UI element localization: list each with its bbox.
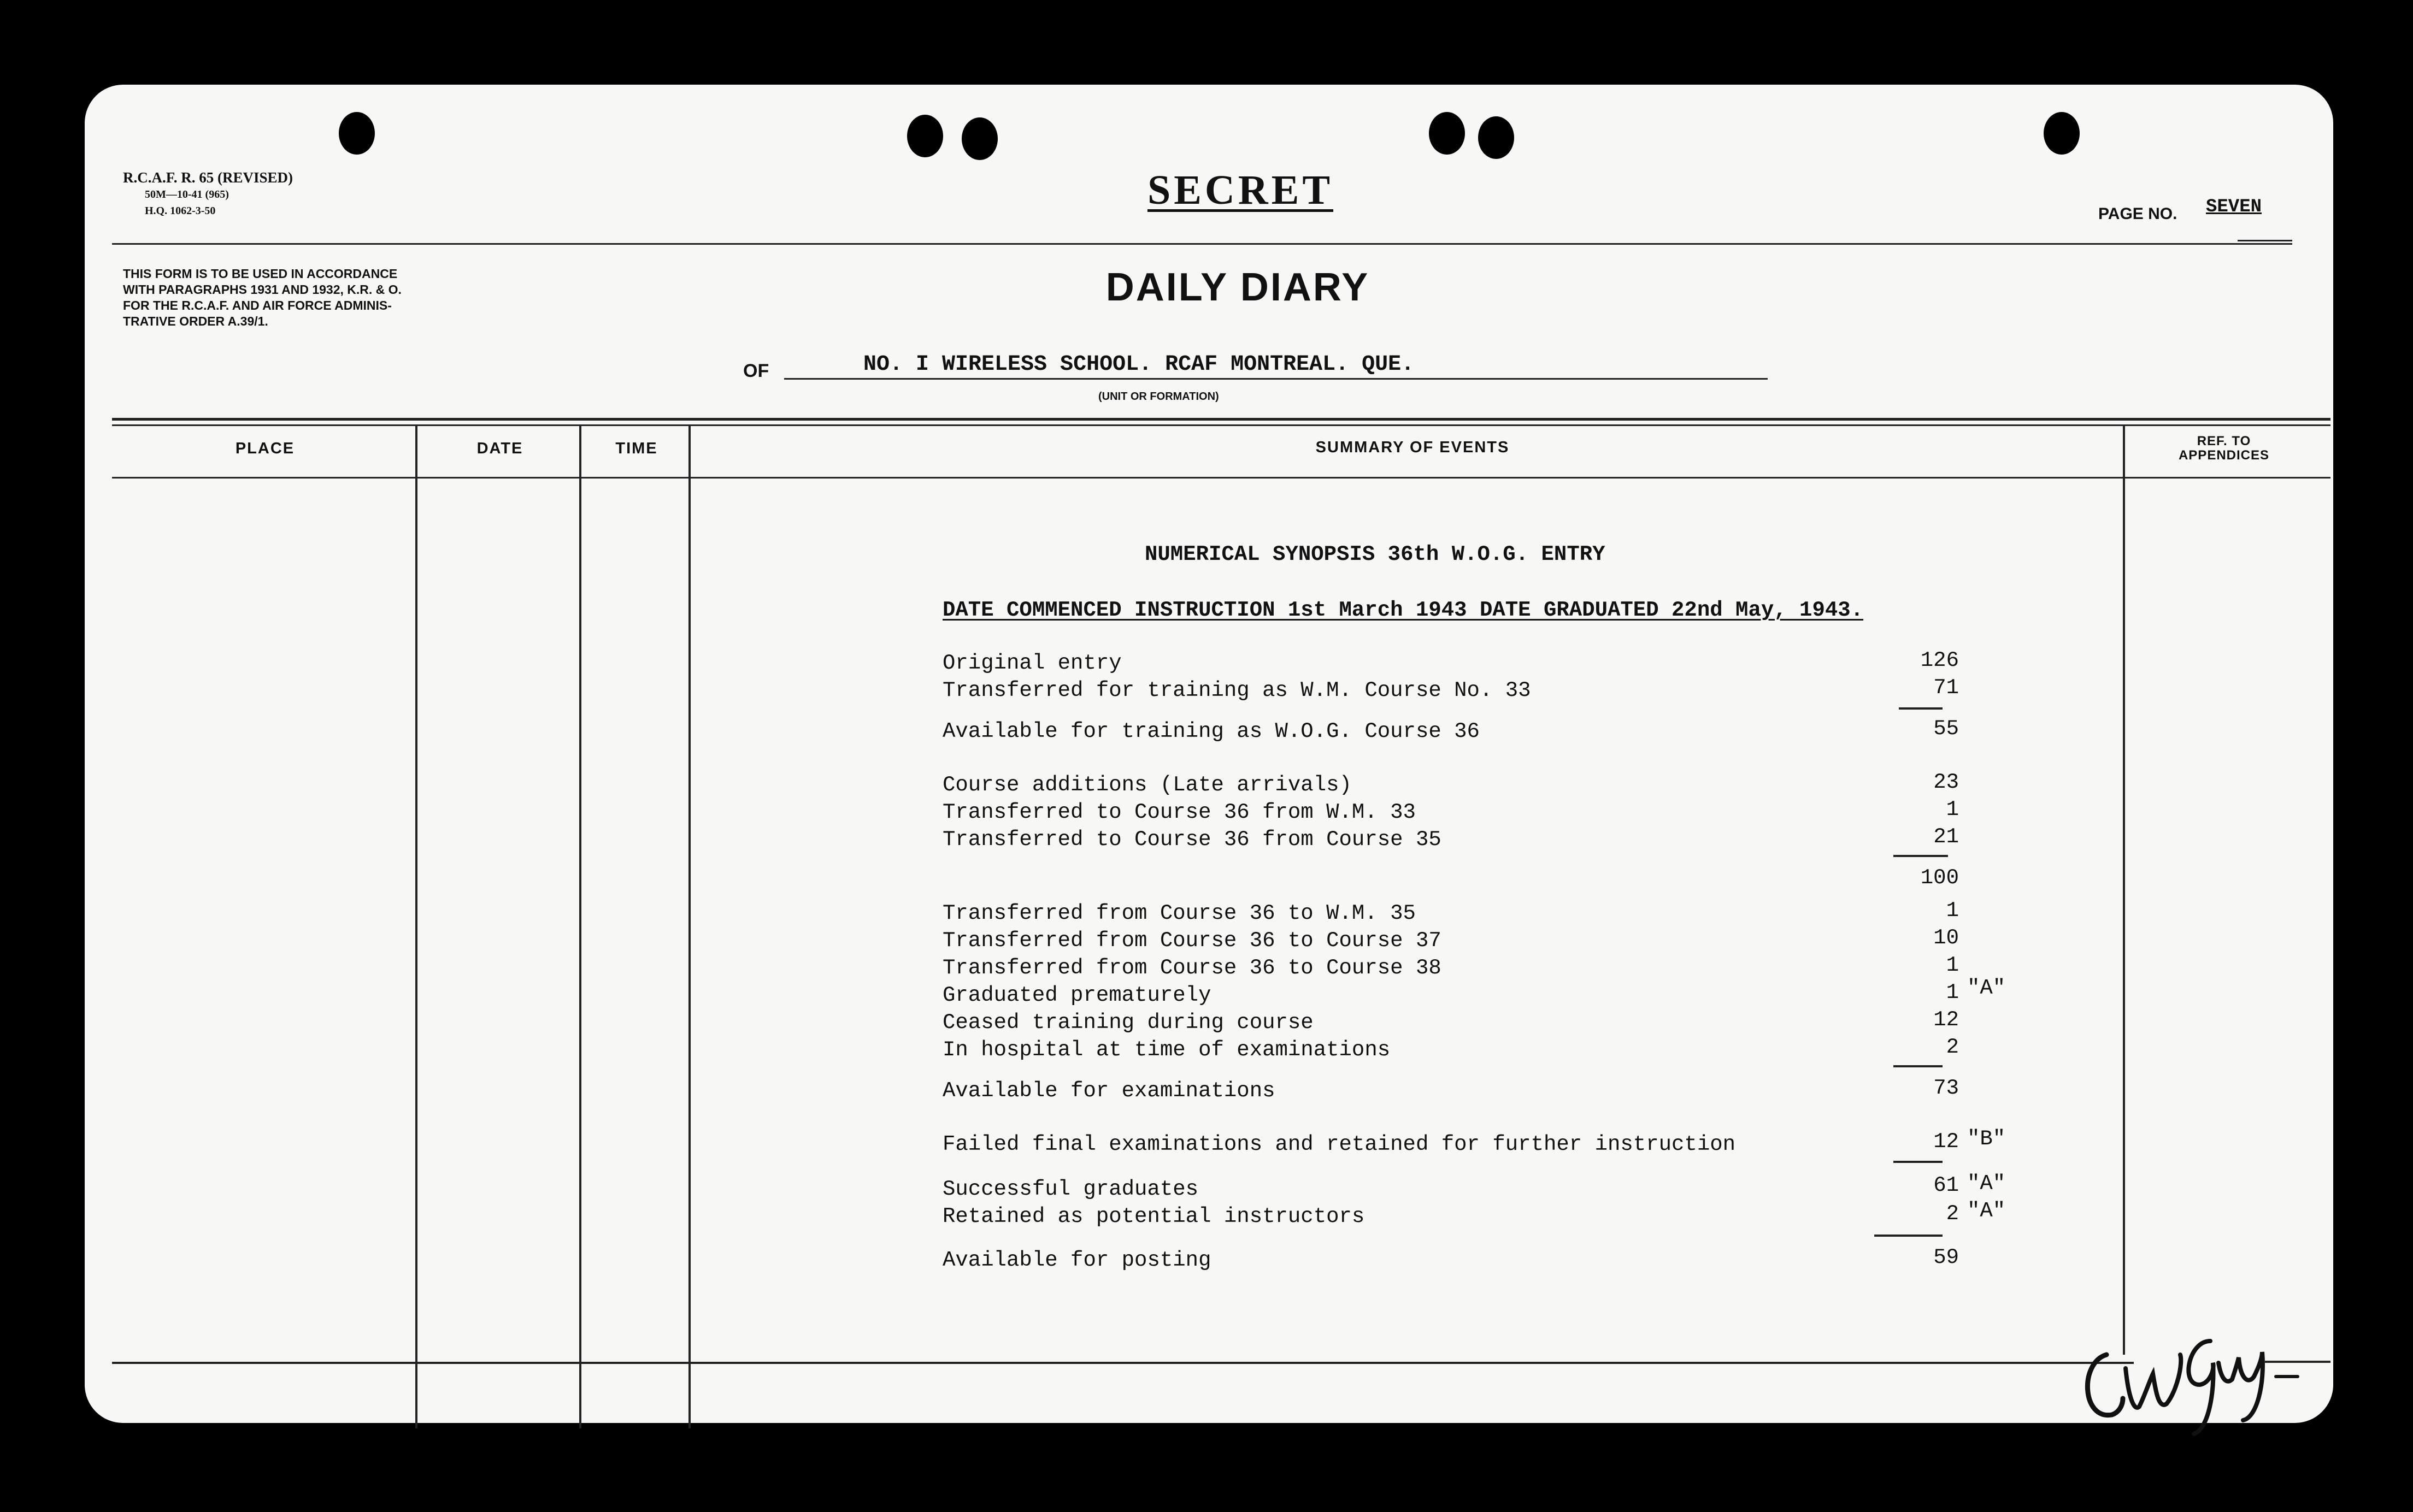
synopsis-row-value: 61 — [1933, 1173, 1959, 1197]
subtotal-rule — [1893, 1065, 1943, 1067]
synopsis-row-value: 1 — [1946, 899, 1959, 923]
of-label: OF — [743, 361, 769, 381]
synopsis-row-label: Successful graduates — [943, 1177, 1199, 1201]
synopsis-row-label: Transferred to Course 36 from W.M. 33 — [943, 800, 1416, 824]
synopsis-row-label: Transferred from Course 36 to Course 38 — [943, 956, 1441, 980]
column-divider — [2123, 426, 2125, 1355]
table-bottom-rule — [112, 1362, 2134, 1364]
handwritten-signature — [2068, 1303, 2303, 1445]
punch-hole — [1429, 112, 1465, 155]
synopsis-row-value: 12 — [1933, 1008, 1959, 1032]
form-code-line3: H.Q. 1062-3-50 — [145, 205, 216, 217]
synopsis-row-value: 71 — [1933, 676, 1959, 700]
form-title: DAILY DIARY — [1105, 265, 1370, 309]
appendix-reference: "A" — [1967, 1172, 2006, 1196]
synopsis-row-value: 2 — [1946, 1035, 1959, 1059]
synopsis-row-label: Available for training as W.O.G. Course 36 — [943, 719, 1480, 743]
synopsis-row-label: Course additions (Late arrivals) — [943, 773, 1352, 797]
unit-name: NO. I WIRELESS SCHOOL. RCAF MONTREAL. QUE. — [863, 352, 1415, 377]
synopsis-row-value: 126 — [1920, 648, 1959, 672]
synopsis-row-label: Failed final examinations and retained for further instruction — [943, 1132, 1736, 1156]
punch-hole — [962, 117, 998, 160]
instruction-dates: DATE COMMENCED INSTRUCTION 1st March 1943 DATE GRADUATED 22nd May, 1943. — [943, 598, 1864, 622]
synopsis-row-value: 55 — [1933, 717, 1959, 741]
synopsis-row-value: 21 — [1933, 825, 1959, 849]
synopsis-row-value: 23 — [1933, 770, 1959, 794]
synopsis-row-label: Available for posting — [943, 1248, 1211, 1272]
column-divider — [579, 426, 581, 1428]
synopsis-row-label: Retained as potential instructors — [943, 1204, 1365, 1228]
synopsis-row-label: Available for examinations — [943, 1079, 1275, 1103]
synopsis-row-value: 12 — [1933, 1130, 1959, 1154]
subtotal-rule — [1893, 1161, 1943, 1163]
synopsis-row-label: Original entry — [943, 651, 1122, 675]
synopsis-row-value: 10 — [1933, 926, 1959, 950]
synopsis-title: NUMERICAL SYNOPSIS 36th W.O.G. ENTRY — [1145, 542, 1605, 566]
synopsis-row-value: 73 — [1933, 1076, 1959, 1100]
synopsis-row-label: Transferred from Course 36 to W.M. 35 — [943, 901, 1416, 925]
synopsis-row-value: 1 — [1946, 981, 1959, 1005]
subtotal-rule — [1893, 855, 1948, 857]
column-divider — [688, 426, 691, 1428]
header-divider — [112, 243, 2292, 245]
diary-form-card — [85, 85, 2333, 1423]
appendix-reference: "B" — [1967, 1127, 2006, 1151]
synopsis-row-label: Transferred to Course 36 from Course 35 — [943, 828, 1441, 852]
punch-hole — [339, 112, 375, 155]
form-code-line2: 50M—10-41 (965) — [145, 188, 229, 200]
column-header-rule — [112, 477, 2330, 479]
form-note-line: WITH PARAGRAPHS 1931 AND 1932, K.R. & O. — [123, 282, 402, 297]
unit-underline — [784, 378, 1768, 380]
synopsis-row-label: Graduated prematurely — [943, 983, 1211, 1007]
synopsis-row-value: 1 — [1946, 798, 1959, 822]
punch-hole — [2044, 112, 2080, 155]
column-header-time: TIME — [615, 440, 658, 457]
appendix-reference: "A" — [1967, 976, 2006, 1000]
synopsis-row-label: In hospital at time of examinations — [943, 1038, 1391, 1062]
table-top-rule-inner — [112, 424, 2330, 426]
synopsis-row-label: Transferred for training as W.M. Course No. 33 — [943, 678, 1531, 702]
form-usage-note — [123, 266, 538, 329]
column-header-ref-line2: APPENDICES — [2178, 448, 2270, 463]
page-rule — [2238, 240, 2292, 241]
page-number-value: SEVEN — [2206, 197, 2262, 217]
form-note-line: THIS FORM IS TO BE USED IN ACCORDANCE — [123, 267, 398, 281]
page-number-label: PAGE NO. — [2098, 205, 2177, 223]
subtotal-rule — [1899, 707, 1943, 710]
column-header-ref-line1: REF. TO — [2197, 434, 2251, 448]
punch-hole — [1478, 116, 1514, 159]
synopsis-row-value: 1 — [1946, 953, 1959, 977]
punch-hole — [907, 115, 943, 157]
appendix-reference: "A" — [1967, 1199, 2006, 1223]
column-header-date: DATE — [476, 440, 523, 457]
form-note-line: FOR THE R.C.A.F. AND AIR FORCE ADMINIS- — [123, 298, 392, 312]
form-code-line1: R.C.A.F. R. 65 (REVISED) — [123, 169, 293, 186]
classification-stamp: SECRET — [1147, 167, 1334, 213]
subtotal-rule — [1874, 1235, 1943, 1237]
table-top-rule — [112, 418, 2330, 421]
unit-caption: (UNIT OR FORMATION) — [1098, 391, 1219, 403]
column-divider — [415, 426, 417, 1428]
column-header-summary: SUMMARY OF EVENTS — [1315, 439, 1510, 456]
synopsis-row-value: 100 — [1920, 866, 1959, 890]
column-header-ref — [2126, 434, 2322, 463]
column-header-place: PLACE — [235, 440, 295, 457]
synopsis-row-value: 2 — [1946, 1202, 1959, 1226]
synopsis-row-value: 59 — [1933, 1245, 1959, 1269]
form-note-line: TRATIVE ORDER A.39/1. — [123, 314, 268, 328]
synopsis-row-label: Ceased training during course — [943, 1011, 1314, 1035]
synopsis-row-label: Transferred from Course 36 to Course 37 — [943, 929, 1441, 953]
